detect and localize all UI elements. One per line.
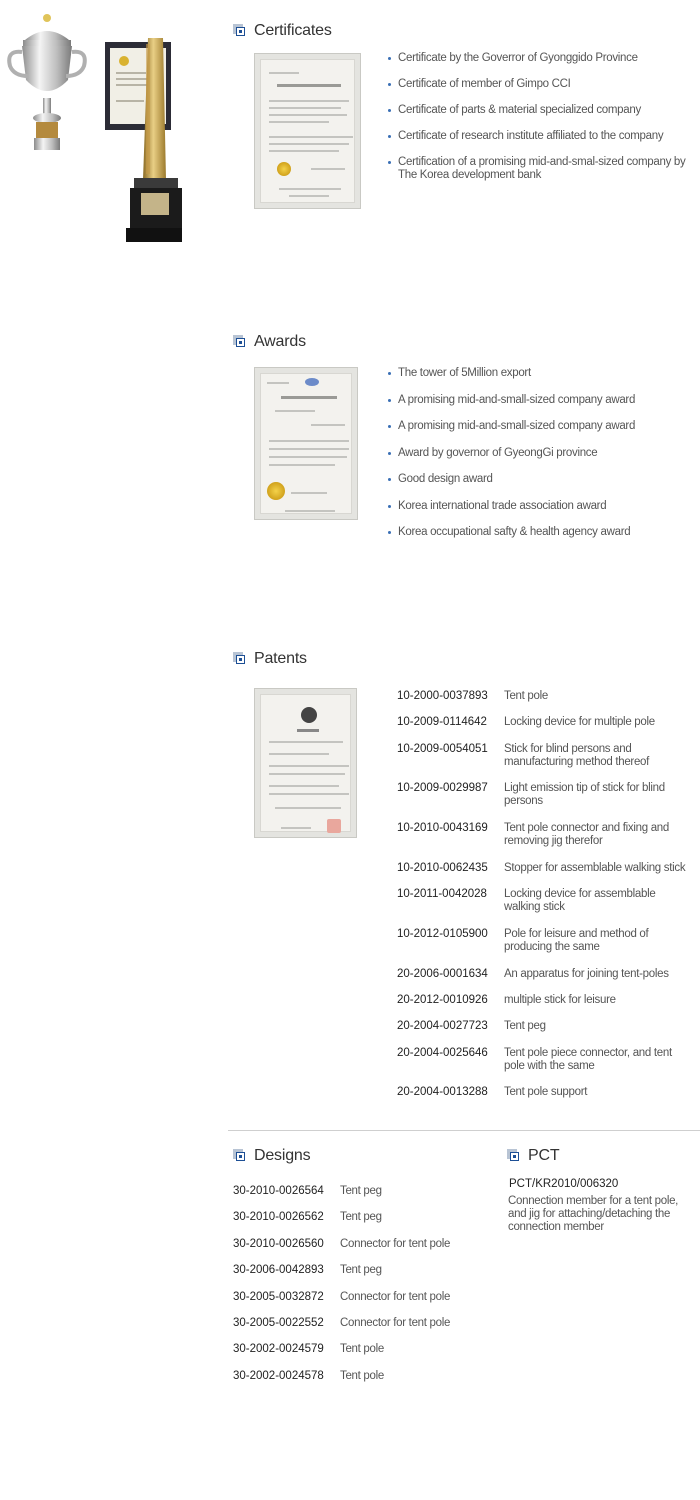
trophy-image xyxy=(0,10,190,245)
patent-number: 20-2012-0010926 xyxy=(397,994,488,1006)
patent-description: multiple stick for leisure xyxy=(504,994,616,1006)
list-item: Certification of a promising mid-and-smal-sized company by The Korea development bank xyxy=(386,156,686,182)
patent-number: 20-2006-0001634 xyxy=(397,968,488,980)
patent-number: 20-2004-0013288 xyxy=(397,1086,488,1098)
list-item: Award by governor of GyeongGi province xyxy=(386,447,686,460)
patent-description: Light emission tip of stick for blind persons xyxy=(504,782,665,807)
certificates-title: Certificates xyxy=(254,22,332,39)
list-item: Good design award xyxy=(386,473,686,486)
patent-description: Tent pole xyxy=(504,690,548,702)
design-description: Tent pole xyxy=(340,1370,384,1382)
patent-description: Locking device for assemblable walking stick xyxy=(504,888,656,913)
pct-title: PCT xyxy=(528,1147,560,1164)
list-item: Certificate of parts & material specialized company xyxy=(386,104,686,117)
designs-title: Designs xyxy=(254,1147,311,1164)
list-item: The tower of 5Million export xyxy=(386,367,686,380)
patent-number: 10-2009-0114642 xyxy=(397,716,487,728)
pct-description: Connection member for a tent pole, and jig for attaching/detaching the connection member xyxy=(508,1195,679,1233)
patent-description: Pole for leisure and method of producing the same xyxy=(504,928,649,953)
patent-description: An apparatus for joining tent-poles xyxy=(504,968,669,980)
patent-number: 10-2010-0062435 xyxy=(397,862,488,874)
list-item: A promising mid-and-small-sized company award xyxy=(386,420,686,433)
design-number: 30-2005-0022552 xyxy=(233,1317,324,1329)
design-number: 30-2010-0026560 xyxy=(233,1238,324,1250)
patent-number: 20-2004-0025646 xyxy=(397,1047,488,1059)
section-square-icon xyxy=(233,24,247,38)
patents-title: Patents xyxy=(254,650,307,667)
pct-heading xyxy=(507,1147,559,1165)
design-description: Tent pole xyxy=(340,1343,384,1355)
section-divider xyxy=(228,1130,700,1131)
design-description: Connector for tent pole xyxy=(340,1238,451,1250)
list-item: Certificate of member of Gimpo CCI xyxy=(386,78,686,91)
design-number: 30-2010-0026564 xyxy=(233,1185,324,1197)
design-description: Connector for tent pole xyxy=(340,1317,451,1329)
patent-number: 10-2012-0105900 xyxy=(397,928,488,940)
patent-description: Tent pole piece connector, and tent pole with the same xyxy=(504,1047,672,1072)
certificates-heading xyxy=(233,22,332,40)
list-item: Certificate by the Goverror of Gyonggido Province xyxy=(386,52,686,65)
patent-description: Stick for blind persons and manufacturing method thereof xyxy=(504,743,650,768)
patent-number: 10-2009-0054051 xyxy=(397,743,488,755)
awards-title: Awards xyxy=(254,333,306,350)
design-description: Tent peg xyxy=(340,1264,382,1276)
designs-heading xyxy=(233,1147,310,1165)
design-number: 30-2005-0032872 xyxy=(233,1291,324,1303)
patent-description: Locking device for multiple pole xyxy=(504,716,655,728)
patent-description: Tent pole support xyxy=(504,1086,588,1098)
list-item: Korea international trade association award xyxy=(386,500,686,513)
list-item: Certificate of research institute affiliated to the company xyxy=(386,130,686,143)
patent-description: Tent pole connector and fixing and removing jig therefor xyxy=(504,822,669,847)
design-number: 30-2002-0024578 xyxy=(233,1370,324,1382)
design-number: 30-2010-0026562 xyxy=(233,1211,324,1223)
list-item: A promising mid-and-small-sized company award xyxy=(386,394,686,407)
patents-heading xyxy=(233,650,307,668)
patent-number: 10-2009-0029987 xyxy=(397,782,488,794)
patent-number: 20-2004-0027723 xyxy=(397,1020,488,1032)
section-square-icon xyxy=(507,1149,521,1163)
awards-list xyxy=(386,367,686,539)
award-document-image xyxy=(254,367,358,520)
section-square-icon xyxy=(233,335,247,349)
design-number: 30-2006-0042893 xyxy=(233,1264,324,1276)
patent-document-image xyxy=(254,688,357,838)
patent-description: Tent peg xyxy=(504,1020,546,1032)
certificates-list xyxy=(386,52,686,182)
section-square-icon xyxy=(233,652,247,666)
pct-number: PCT/KR2010/006320 xyxy=(509,1178,619,1190)
section-square-icon xyxy=(233,1149,247,1163)
design-description: Tent peg xyxy=(340,1211,382,1223)
patent-description: Stopper for assemblable walking stick xyxy=(504,862,686,874)
patent-number: 10-2011-0042028 xyxy=(397,888,487,900)
patent-number: 10-2000-0037893 xyxy=(397,690,488,702)
design-description: Tent peg xyxy=(340,1185,382,1197)
certificate-document-image xyxy=(254,53,361,209)
list-item: Korea occupational safty & health agency award xyxy=(386,526,686,539)
design-number: 30-2002-0024579 xyxy=(233,1343,324,1355)
awards-heading xyxy=(233,333,306,351)
patent-number: 10-2010-0043169 xyxy=(397,822,488,834)
design-description: Connector for tent pole xyxy=(340,1291,451,1303)
